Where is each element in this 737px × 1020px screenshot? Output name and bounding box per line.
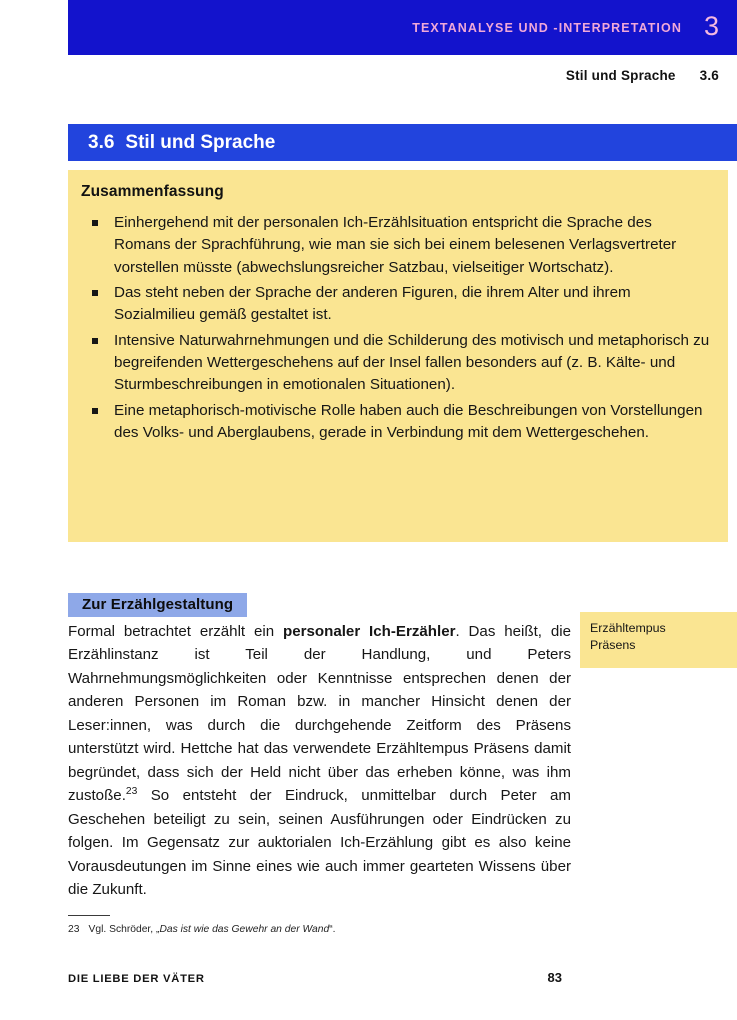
square-bullet-icon bbox=[92, 290, 98, 296]
page-footer bbox=[68, 970, 562, 985]
summary-bullet-text: Eine metaphorisch-motivische Rolle haben auch die Beschreibungen von Vorstellungen des Volks- und Aberglaubens, gerade in Verbindung mit dem Wettergeschehen. bbox=[114, 401, 703, 442]
summary-bullet-item bbox=[81, 330, 710, 397]
chapter-header-title: TEXTANALYSE UND -INTERPRETATION bbox=[412, 20, 682, 35]
subheading-label: Zur Erzählgestaltung bbox=[82, 596, 234, 613]
square-bullet-icon bbox=[92, 220, 98, 226]
running-head-number: 3.6 bbox=[699, 68, 719, 83]
summary-bullet-item bbox=[81, 282, 710, 327]
summary-bullet-item bbox=[81, 212, 710, 279]
body-text-part-1: Formal betrachtet erzählt ein bbox=[68, 623, 284, 640]
summary-bullet-text: Einhergehend mit der personalen Ich-Erzählsituation entspricht die Sprache des Romans der Sprachführung, wie man sie sich bei einem belesenen Verlagsvertreter vorstellen müsste (abwechslungsreicher Satzbau, vielseitiger Wortschatz). bbox=[114, 214, 677, 276]
body-text-part-3: So entsteht der Eindruck, unmittelbar durch Peter am Geschehen beteiligt zu sein, seinen Ausführungen oder Eindrücken zu folgen. Im Gegensatz zur auktorialen Ich-Erzählung gibt es also keine Vorausdeutungen im Sinne eines wie auch immer gearteten Wissens über die Zukunft. bbox=[68, 787, 571, 899]
footer-book-title: DIE LIEBE DER VÄTER bbox=[68, 973, 205, 985]
footnote-separator-rule bbox=[68, 915, 110, 916]
section-number: 3.6 bbox=[88, 131, 115, 153]
chapter-header-number: 3 bbox=[703, 11, 719, 41]
footnote-text bbox=[88, 923, 335, 937]
running-head bbox=[566, 68, 719, 83]
section-title: Stil und Sprache bbox=[125, 131, 276, 153]
summary-heading: Zusammenfassung bbox=[81, 183, 224, 200]
footnote-area bbox=[68, 915, 571, 937]
summary-box bbox=[68, 170, 728, 542]
body-text-column bbox=[68, 620, 571, 902]
chapter-header-bar bbox=[68, 0, 737, 55]
summary-bullet-text: Das steht neben der Sprache der anderen Figuren, die ihrem Alter und ihrem Sozialmilieu gemäß gestaltet ist. bbox=[114, 284, 631, 324]
margin-note-line-2: Präsens bbox=[590, 637, 636, 652]
running-head-label: Stil und Sprache bbox=[565, 68, 676, 83]
summary-bullet-list bbox=[81, 212, 710, 444]
footnote-entry bbox=[68, 923, 571, 937]
footnote-cited-title: Das ist wie das Gewehr an der Wand bbox=[159, 924, 330, 935]
subheading-chip bbox=[68, 593, 247, 617]
footer-page-number: 83 bbox=[547, 970, 562, 985]
body-paragraph bbox=[68, 620, 571, 902]
summary-bullet-text: Intensive Naturwahrnehmungen und die Schilderung des motivisch und metaphorisch zu begreifenden Wettergeschehens auf der Insel fallen besonders auf (z. B. Kälte- und Sturmbeschreibungen in emotionalen Situationen). bbox=[114, 331, 710, 394]
square-bullet-icon bbox=[92, 338, 98, 344]
footnote-suffix: “. bbox=[329, 924, 336, 935]
margin-note-line-1: Erzähltempus bbox=[590, 621, 666, 635]
square-bullet-icon bbox=[92, 408, 98, 414]
footnote-prefix: Vgl. Schröder, „ bbox=[88, 924, 160, 935]
body-text-part-2: . Das heißt, die Erzählinstanz ist Teil der Handlung, und Peters Wahrnehmungsmöglichkeiten oder Kenntnisse entsprechen denen der anderen Personen im Roman bzw. in mancher Hinsicht denen der Leser:innen, was durch die durchgehende Zeitform des Präsens unterstützt wird. Hettche hat das verwendete Erzähltempus Präsens damit begründet, dass sich der Held nicht über das erheben könne, was ihm zustoße. bbox=[68, 623, 571, 805]
footnote-number: 23 bbox=[68, 924, 80, 935]
footnote-reference-marker[interactable]: 23 bbox=[125, 786, 138, 798]
margin-note-box bbox=[580, 612, 737, 668]
section-title-bar bbox=[68, 124, 737, 161]
body-bold-term: personaler Ich-Erzähler bbox=[283, 623, 456, 640]
summary-bullet-item bbox=[81, 400, 710, 445]
